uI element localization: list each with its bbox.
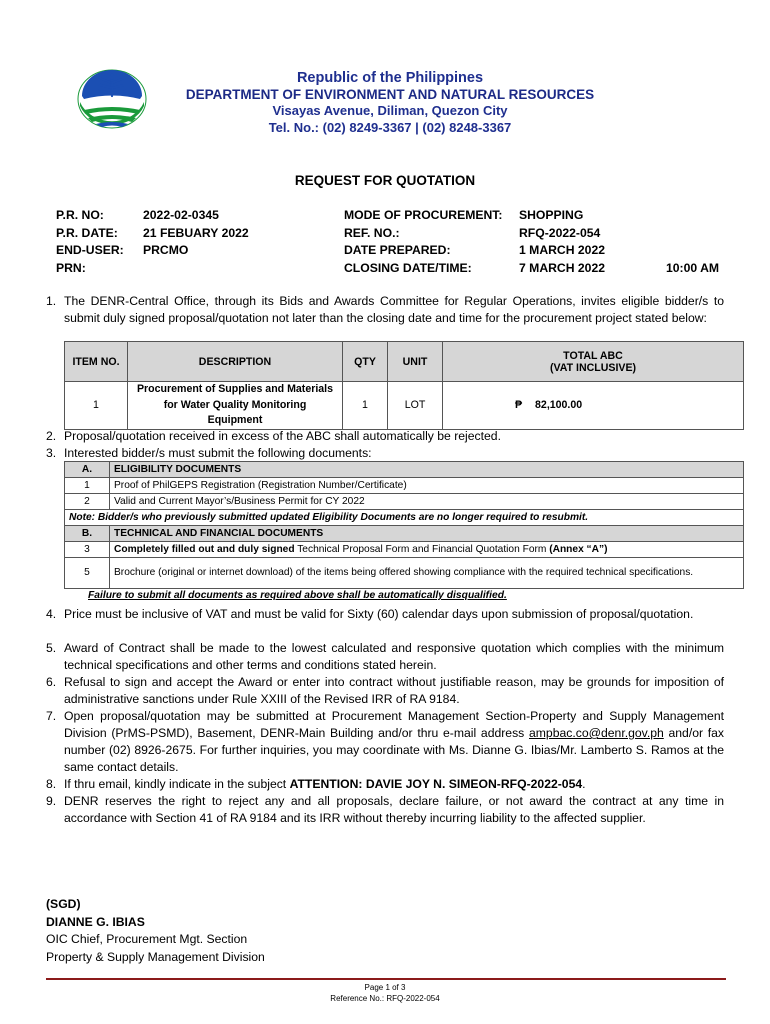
pr-no-label: P.R. NO: — [56, 208, 104, 222]
paragraph-4-text: Price must be inclusive of VAT and must be valid for Sixty (60) calendar days upon submission of proposal/quotation. — [64, 607, 694, 621]
failure-note: Failure to submit all documents as required above shall be automatically disqualified. — [88, 590, 507, 601]
table-row — [65, 478, 744, 494]
header-qty: QTY — [343, 342, 388, 382]
doc-5-text: Brochure (original or internet download) of the items being offered showing compliance with the required technical specifications. — [110, 558, 744, 589]
paragraph-8-text — [64, 776, 724, 793]
letterhead-republic: Republic of the Philippines — [296, 70, 484, 86]
closing-date-value: 7 MARCH 2022 — [519, 261, 606, 276]
pr-no-value: 2022-02-0345 — [143, 208, 219, 222]
end-user-label: END-USER: — [56, 243, 124, 258]
paragraph-8-number: 8. — [46, 777, 57, 791]
paragraph-2-number: 2. — [46, 429, 57, 443]
ref-label: REF. NO.: — [344, 225, 400, 240]
paragraph-2-text: Proposal/quotation received in excess of the ABC shall automatically be rejected. — [64, 429, 501, 443]
documents-table — [64, 461, 744, 589]
section-b-title: TECHNICAL AND FINANCIAL DOCUMENTS — [110, 526, 744, 542]
paragraph-5-text: Award of Contract shall be made to the lowest calculated and responsive quotation which complies with the minimum technical specifications and other terms and conditions stated herein. — [64, 641, 724, 672]
paragraph-3 — [46, 445, 724, 462]
section-b-row — [65, 526, 744, 542]
paragraph-6-number: 6. — [46, 675, 57, 689]
paragraph-5 — [46, 640, 724, 674]
paragraph-7-number: 7. — [46, 709, 57, 723]
row-abc — [443, 382, 744, 430]
paragraph-4 — [46, 606, 724, 623]
note-row — [65, 510, 744, 526]
section-a-letter: A. — [65, 462, 110, 478]
paragraph-1-number: 1. — [46, 294, 57, 308]
row-abc-amount: 82,100.00 — [535, 399, 583, 412]
paragraph-6-text: Refusal to sign and accept the Award or enter into contract without justifiable reason, may be grounds for imposition of administrative sanctions under Rule XXIII of the Revised IRR of RA 9184. — [64, 675, 724, 706]
row-unit: LOT — [388, 382, 443, 430]
paragraph-1 — [46, 293, 724, 327]
paragraph-2 — [46, 428, 724, 445]
paragraph-4-number: 4. — [46, 607, 57, 621]
section-b-letter: B. — [65, 526, 110, 542]
letterhead — [150, 70, 630, 136]
paragraph-7-text — [64, 708, 724, 776]
doc-1-text: Proof of PhilGEPS Registration (Registration Number/Certificate) — [110, 478, 744, 494]
table-row — [65, 382, 744, 430]
letterhead-telephone: Tel. No.: (02) 8249-3367 | (02) 8248-3367 — [268, 119, 512, 135]
paragraph-8-text-a: If thru email, kindly indicate in the subject — [64, 777, 287, 791]
doc-2-text: Valid and Current Mayor’s/Business Permit for CY 2022 — [110, 494, 744, 510]
closing-time-value: 10:00 AM — [666, 261, 720, 275]
signature-block — [46, 896, 265, 966]
denr-logo-icon — [76, 68, 148, 130]
footer-reference: Reference No.: RFQ-2022-054 — [330, 994, 440, 1003]
mode-label: MODE OF PROCUREMENT: — [344, 208, 503, 222]
header-abc-sub: (VAT INCLUSIVE) — [549, 361, 637, 374]
header-labels-right — [344, 207, 502, 278]
prn-label: PRN: — [56, 261, 86, 276]
row-description: Procurement of Supplies and Materials for Water Quality Monitoring Equipment — [128, 382, 343, 430]
paragraph-9 — [46, 793, 724, 827]
doc-3-number: 3 — [65, 542, 110, 558]
paragraph-8-end: . — [582, 777, 586, 791]
peso-sign: ₱ — [515, 399, 523, 412]
pr-date-label: P.R. DATE: — [56, 225, 118, 240]
section-a-row — [65, 462, 744, 478]
paragraph-3-number: 3. — [46, 446, 57, 460]
document-title: REQUEST FOR QUOTATION — [294, 173, 476, 188]
paragraph-3-text: Interested bidder/s must submit the following documents: — [64, 446, 372, 460]
date-prepared-value: 1 MARCH 2022 — [519, 243, 606, 258]
doc-3-annex: (Annex “A”) — [549, 543, 608, 555]
signatory-name: DIANNE G. IBIAS — [46, 914, 145, 929]
letterhead-department: DEPARTMENT OF ENVIRONMENT AND NATURAL RESOURCES — [185, 86, 595, 102]
doc-5-number: 5 — [65, 558, 110, 589]
row-item-no: 1 — [65, 382, 128, 430]
paragraph-7 — [46, 708, 724, 776]
email-link[interactable]: ampbac.co@denr.gov.ph — [529, 726, 664, 740]
eligibility-note: Note: Bidder/s who previously submitted updated Eligibility Documents are no longer required to resubmit. — [65, 510, 744, 526]
header-abc-label: TOTAL ABC — [563, 349, 623, 362]
header-values-left — [143, 207, 249, 260]
letterhead-address: Visayas Avenue, Diliman, Quezon City — [272, 103, 508, 118]
header-values-right — [519, 207, 605, 278]
header-labels-left — [56, 207, 124, 278]
paragraph-9-number: 9. — [46, 794, 57, 808]
paragraph-7-text-a: Open proposal/quotation may be submitted at Procurement Management Section-Property and Supply Management Division (PrMS-PSMD), Basement, DENR-Main Building and/or thru e-mail address — [64, 709, 724, 740]
mode-value: SHOPPING — [519, 208, 584, 222]
item-table-header — [65, 342, 744, 382]
footer-rule — [46, 978, 726, 980]
paragraph-5-number: 5. — [46, 641, 57, 655]
end-user-value: PRCMO — [143, 243, 189, 258]
closing-label: CLOSING DATE/TIME: — [344, 261, 472, 276]
date-prepared-label: DATE PREPARED: — [344, 243, 451, 258]
footer — [0, 982, 770, 1004]
header-unit: UNIT — [388, 342, 443, 382]
paragraph-8 — [46, 776, 724, 793]
pr-date-value: 21 FEBUARY 2022 — [143, 225, 249, 240]
header-description: DESCRIPTION — [128, 342, 343, 382]
page-number: Page 1 of 3 — [364, 983, 406, 992]
section-a-title: ELIGIBILITY DOCUMENTS — [110, 462, 744, 478]
ref-value: RFQ-2022-054 — [519, 225, 601, 240]
doc-3-middle: Technical Proposal Form and Financial Quotation Form — [297, 543, 547, 555]
item-table — [64, 341, 744, 430]
signatory-title: OIC Chief, Procurement Mgt. Section — [46, 932, 248, 946]
doc-3-text — [110, 542, 744, 558]
header-total-abc — [443, 342, 744, 382]
table-row — [65, 494, 744, 510]
table-row — [65, 542, 744, 558]
doc-1-number: 1 — [65, 478, 110, 494]
table-row — [65, 558, 744, 589]
paragraph-9-text: DENR reserves the right to reject any and all proposals, declare failure, or not award the contract at any time in accordance with Section 41 of RA 9184 and its IRR without thereby incurring liability to the affected supplier. — [64, 794, 724, 825]
signatory-division: Property & Supply Management Division — [46, 949, 265, 964]
doc-3-bold: Completely filled out and duly signed — [114, 543, 295, 555]
paragraph-7-text-b: and/or fax number (02) 8926-2675. For further inquiries, you may coordinate with Ms. Dianne G. Ibias/Mr. Lamberto S. Ramos at the same contact details. — [64, 726, 725, 774]
signature-sgd: (SGD) — [46, 897, 81, 911]
header-item-no: ITEM NO. — [65, 342, 128, 382]
paragraph-1-text: The DENR-Central Office, through its Bids and Awards Committee for Regular Operations, invites eligible bidder/s to submit duly signed proposal/quotation not later than the closing date and time for the procurement project stated below: — [64, 294, 724, 325]
doc-2-number: 2 — [65, 494, 110, 510]
paragraph-8-attention: ATTENTION: DAVIE JOY N. SIMEON-RFQ-2022-054 — [289, 777, 583, 791]
row-qty: 1 — [343, 382, 388, 430]
paragraph-6 — [46, 674, 724, 708]
